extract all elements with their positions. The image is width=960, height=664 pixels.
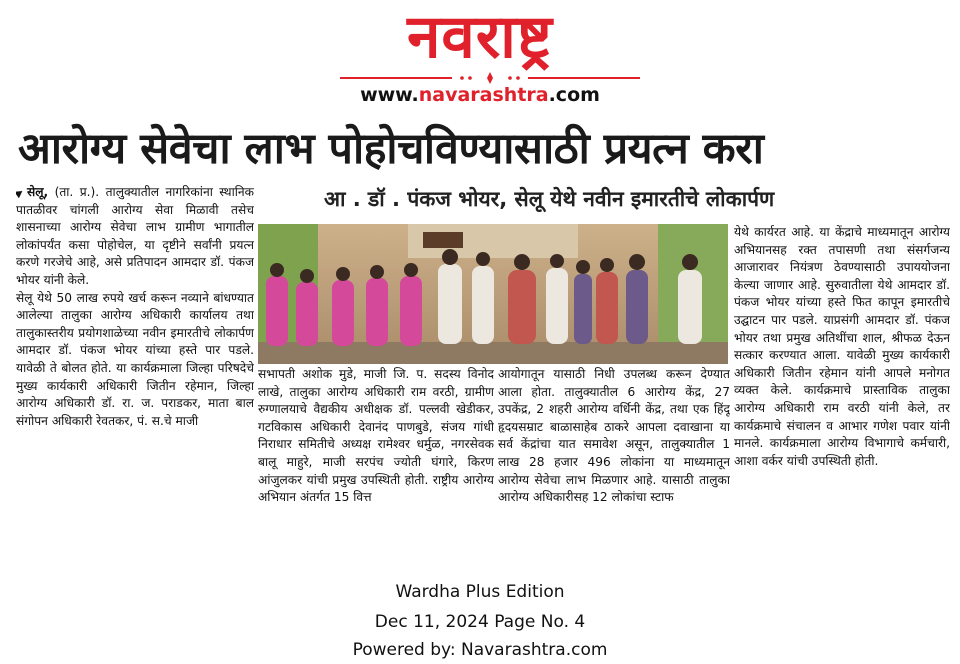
logo-ornament-icon [340,72,640,84]
event-photo [258,224,728,364]
masthead-url[interactable] [300,84,660,106]
masthead [0,0,960,112]
event-photo-image [258,224,728,364]
dateline: सेलू, [27,185,49,199]
paragraph-1 [16,184,254,290]
article-headline: आरोग्य सेवेचा लाभ पोहोचविण्यासाठी प्रयत्न करा [18,124,764,174]
url-brand: navarashtra [418,84,549,106]
url-suffix: .com [548,84,600,106]
paragraph-2: सेलू येथे 50 लाख रुपये खर्च करून नव्याने बांधण्यात आलेल्या तालुका आरोग्य अधिकारी कार्यालय तथा तालुकास्तरीय प्रयोगशाळेच्या नवीन इमारतीचे लोकार्पण आमदार डॉ. पंकज भोयर यांच्या हस्ते पार पडले. यावेळी ते बोलत होते. या कार्यक्रमाला जिल्हा परिषदेचे मुख्य कार्यकारी अधिकारी जितीन रहेमान, जिल्हा आरोग्य अधिकारी डॉ. रा. ज. पराडकर, माता बाल संगोपन अधिकारी रेवतकर, पं. स.चे माजी [16,290,254,428]
paragraph-1-text: (ता. प्र.). तालुक्यातील नागरिकांना स्थानिक पातळीवर चांगली आरोग्य सेवा मिळावी तसेच शासनाच्या आरोग्य सेवेचा लाभ ग्रामीण भागातील लोकांपर्यंत कसा पोहोचेल, या दृष्टीने सर्वांनी प्रयत्न करणे गरजेचे आहे, असे प्रतिपादन आमदार डॉ. पंकज भोयर यांनी केले. [16,185,254,287]
article-column-1 [16,184,254,574]
newspaper-logo: नवराष्ट्र [407,2,553,72]
date-page-label: Dec 11, 2024 Page No. 4 [374,612,586,632]
article-clipping [12,112,952,574]
article-column-4: येथे कार्यरत आहे. या केंद्राचे माध्यमातून आरोग्य अभियानसह रक्त तपासणी तथा संसर्गजन्य आजारावर नियंत्रण ठेवण्यासाठी उपाययोजना केल्या जाणार आहे. सुरुवातीला येथे आमदार डॉ. पंकज भोयर यांच्या हस्ते फित कापून इमारतीचे उद्घाटन पार पडले. याप्रसंगी आमदार डॉ. पंकज भोयर तथा प्रमुख अतिथींचा शाल, श्रीफळ देऊन सत्कार करण्यात आला. यावेळी मुख्य कार्यकारी अधिकारी जितीन रहेमान यांनी आपले मनोगत व्यक्त केले. कार्यक्रमाचे प्रास्ताविक तालुका आरोग्य अधिकारी राम वरठी यांनी केले, तर कार्यक्रमाचे संचालन व आभार गणेश पवार यांनी मानले. कार्यक्रमाला आरोग्य विभागाचे कर्मचारी, आशा वर्कर यांची उपस्थिती होती. [734,225,950,468]
url-prefix: www. [360,84,419,106]
article-column-3: आयोगातून यासाठी निधी उपलब्ध करून देण्यात आला होता. तालुक्यातील 6 आरोग्य केंद्र, 27 उपकेंद्र, 2 शहरी आरोग्य वर्धिनी केंद्र, तथा एक हिंदू हृदयसम्राट बाळासाहेब ठाकरे आपला दवाखाना या सर्व केंद्रांचा यात समावेश असून, तालुक्यातील 1 लाख 28 हजार 496 लोकांना या माध्यमातून आरोग्य सेवेचा लाभ मिळणार आहे. यासाठी तालुका आरोग्य अधिकारीसह 12 लोकांचा स्टाफ [498,367,730,505]
article-subheadline: आ . डॉ . पंकज भोयर, सेलू येथे नवीन इमारतीचे लोकार्पण [324,187,775,211]
article-column-2: सभापती अशोक मुडे, माजी जि. प. सदस्य विनोद लाखे, तालुका आरोग्य अधिकारी राम वरठी, ग्रामीण रुग्णालयाचे वैद्यकीय अधीक्षक डॉ. पल्लवी खेडीकर, गटविकास अधिकारी देवानंद पाणबुडे, संजय गांधी निराधार समितीचे अध्यक्ष रामेश्वर धर्मुळ, नगरसेवक बालू माहुरे, माजी सरपंच ज्योती घंगारे, किरण आंजुलकर यांची प्रमुख उपस्थिती होती. राष्ट्रीय आरोग्य अभियान अंतर्गत 15 वित्त [258,367,494,505]
dateline-marker-icon [16,187,25,198]
edition-label: Wardha Plus Edition [395,582,565,602]
powered-by-label: Powered by: Navarashtra.com [352,640,608,660]
